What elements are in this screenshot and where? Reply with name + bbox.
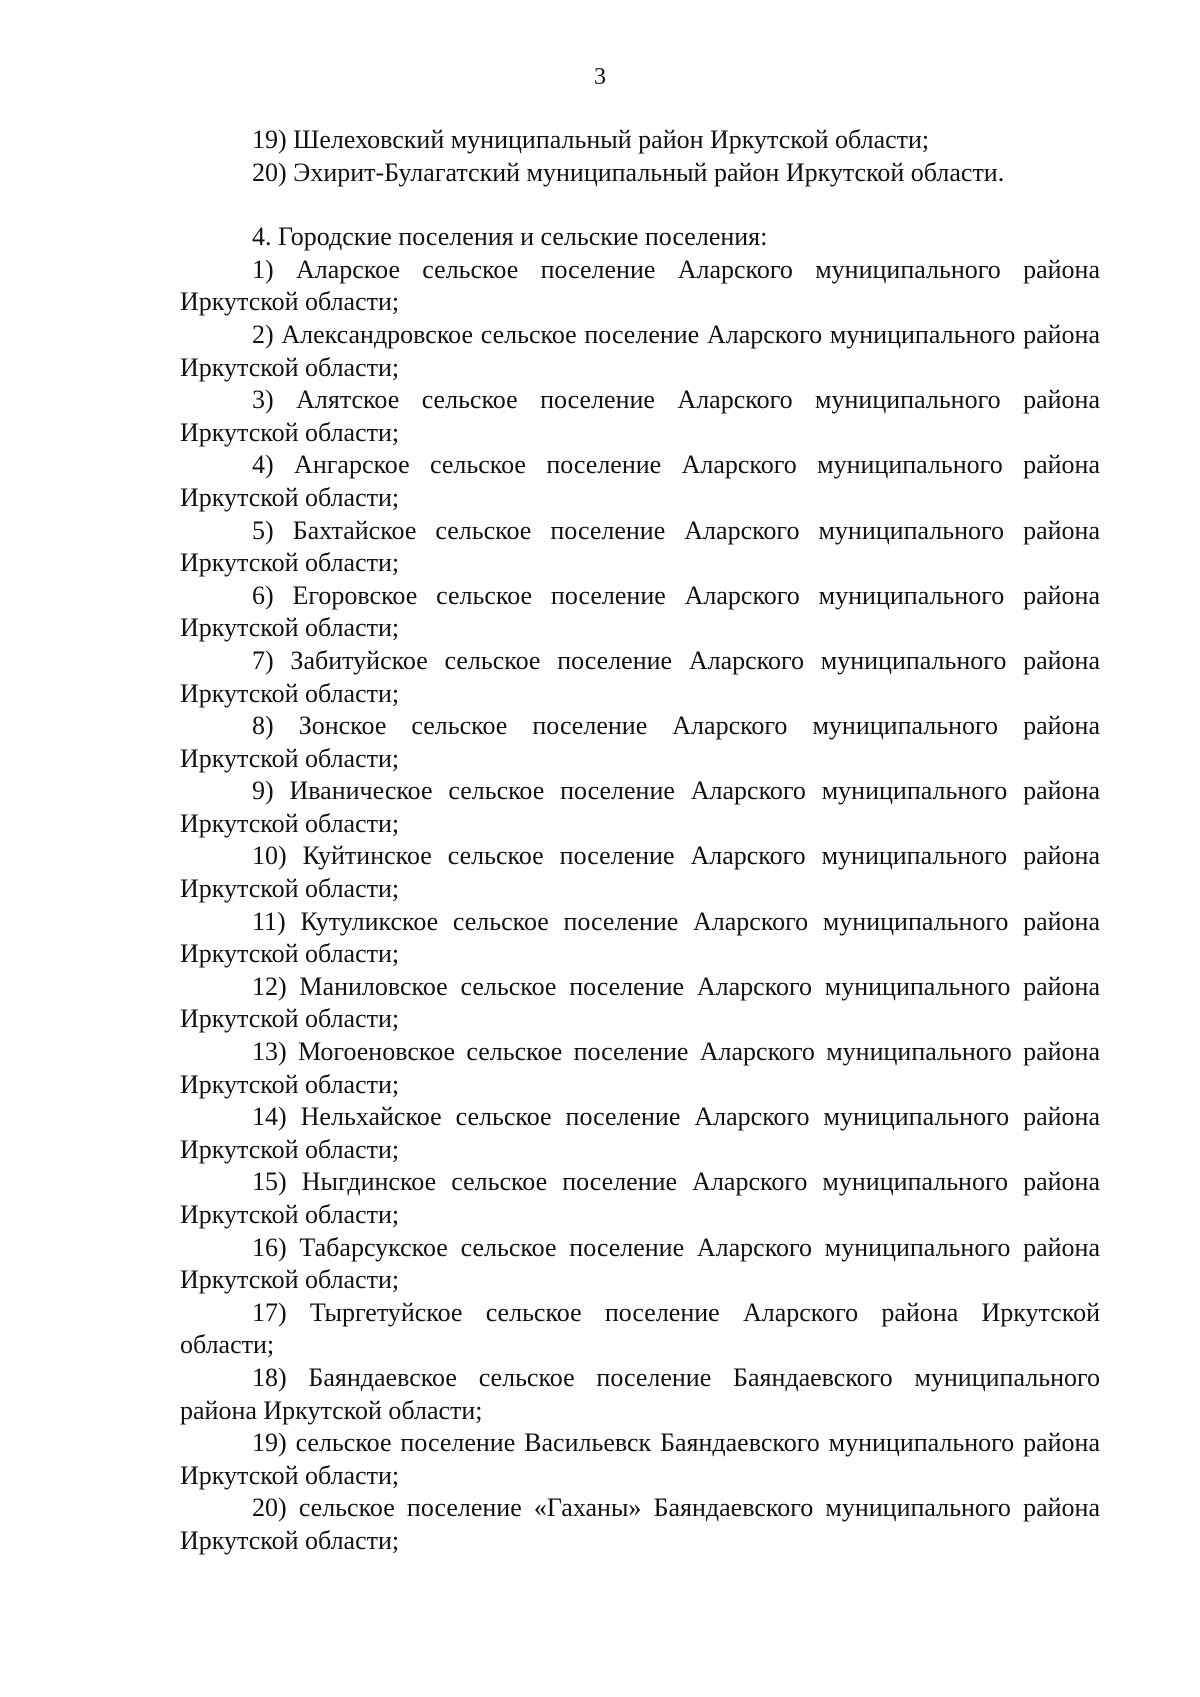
list-item: 16) Табарсукское сельское поселение Аларского муниципального района Иркутской области;	[180, 1232, 1100, 1295]
list-item: 14) Нельхайское сельское поселение Аларского муниципального района Иркутской области;	[180, 1102, 1100, 1164]
list-item: 3) Алятское сельское поселение Аларского муниципального района Иркутской области;	[180, 385, 1100, 447]
list-item: 6) Егоровское сельское поселение Аларского муниципального района Иркутской области;	[180, 580, 1100, 643]
list-item: 4) Ангарское сельское поселение Аларского муниципального района Иркутской области;	[180, 450, 1100, 512]
list-item: 9) Иваническое сельское поселение Аларского муниципального района Иркутской области;	[180, 776, 1100, 838]
list-item: 5) Бахтайское сельское поселение Аларского муниципального района Иркутской области;	[180, 515, 1100, 578]
list-item: 1) Аларское сельское поселение Аларского муниципального района Иркутской области;	[180, 254, 1100, 317]
list-item: 17) Тыргетуйское сельское поселение Аларского района Иркутской области;	[180, 1297, 1100, 1360]
list-item: 2) Александровское сельское поселение Аларского муниципального района Иркутской области;	[180, 319, 1100, 382]
list-item: 10) Куйтинское сельское поселение Аларского муниципального района Иркутской области;	[180, 841, 1100, 904]
list-item: 7) Забитуйское сельское поселение Аларского муниципального района Иркутской области;	[180, 645, 1100, 708]
list-item: 18) Баяндаевское сельское поселение Баяндаевского муниципального района Иркутской области;	[180, 1362, 1100, 1425]
list-item: 13) Могоеновское сельское поселение Аларского муниципального района Иркутской области;	[180, 1037, 1100, 1099]
page-number: 3	[594, 64, 606, 90]
list-item: 19) Шелеховский муниципальный район Иркутской области;	[252, 125, 930, 154]
list-item: 12) Маниловское сельское поселение Аларского муниципального района Иркутской области;	[180, 971, 1100, 1034]
list-item: 20) сельское поселение «Гаханы» Баяндаевского муниципального района Иркутской области;	[180, 1493, 1100, 1555]
list-item: 11) Кутуликское сельское поселение Аларского муниципального района Иркутской области;	[180, 906, 1100, 969]
list-item: 8) Зонское сельское поселение Аларского муниципального района Иркутской области;	[180, 711, 1100, 773]
paragraph-gap	[180, 189, 1100, 221]
section-heading: 4. Городские поселения и сельские поселения:	[252, 222, 768, 252]
list-item: 15) Ныгдинское сельское поселение Аларского муниципального района Иркутской области;	[180, 1167, 1100, 1229]
document-body	[180, 124, 1100, 1558]
list-item: 19) сельское поселение Васильевск Баяндаевского муниципального района Иркутской области;	[180, 1428, 1100, 1490]
list-item: 20) Эхирит-Булагатский муниципальный район Иркутской области.	[252, 157, 1005, 187]
